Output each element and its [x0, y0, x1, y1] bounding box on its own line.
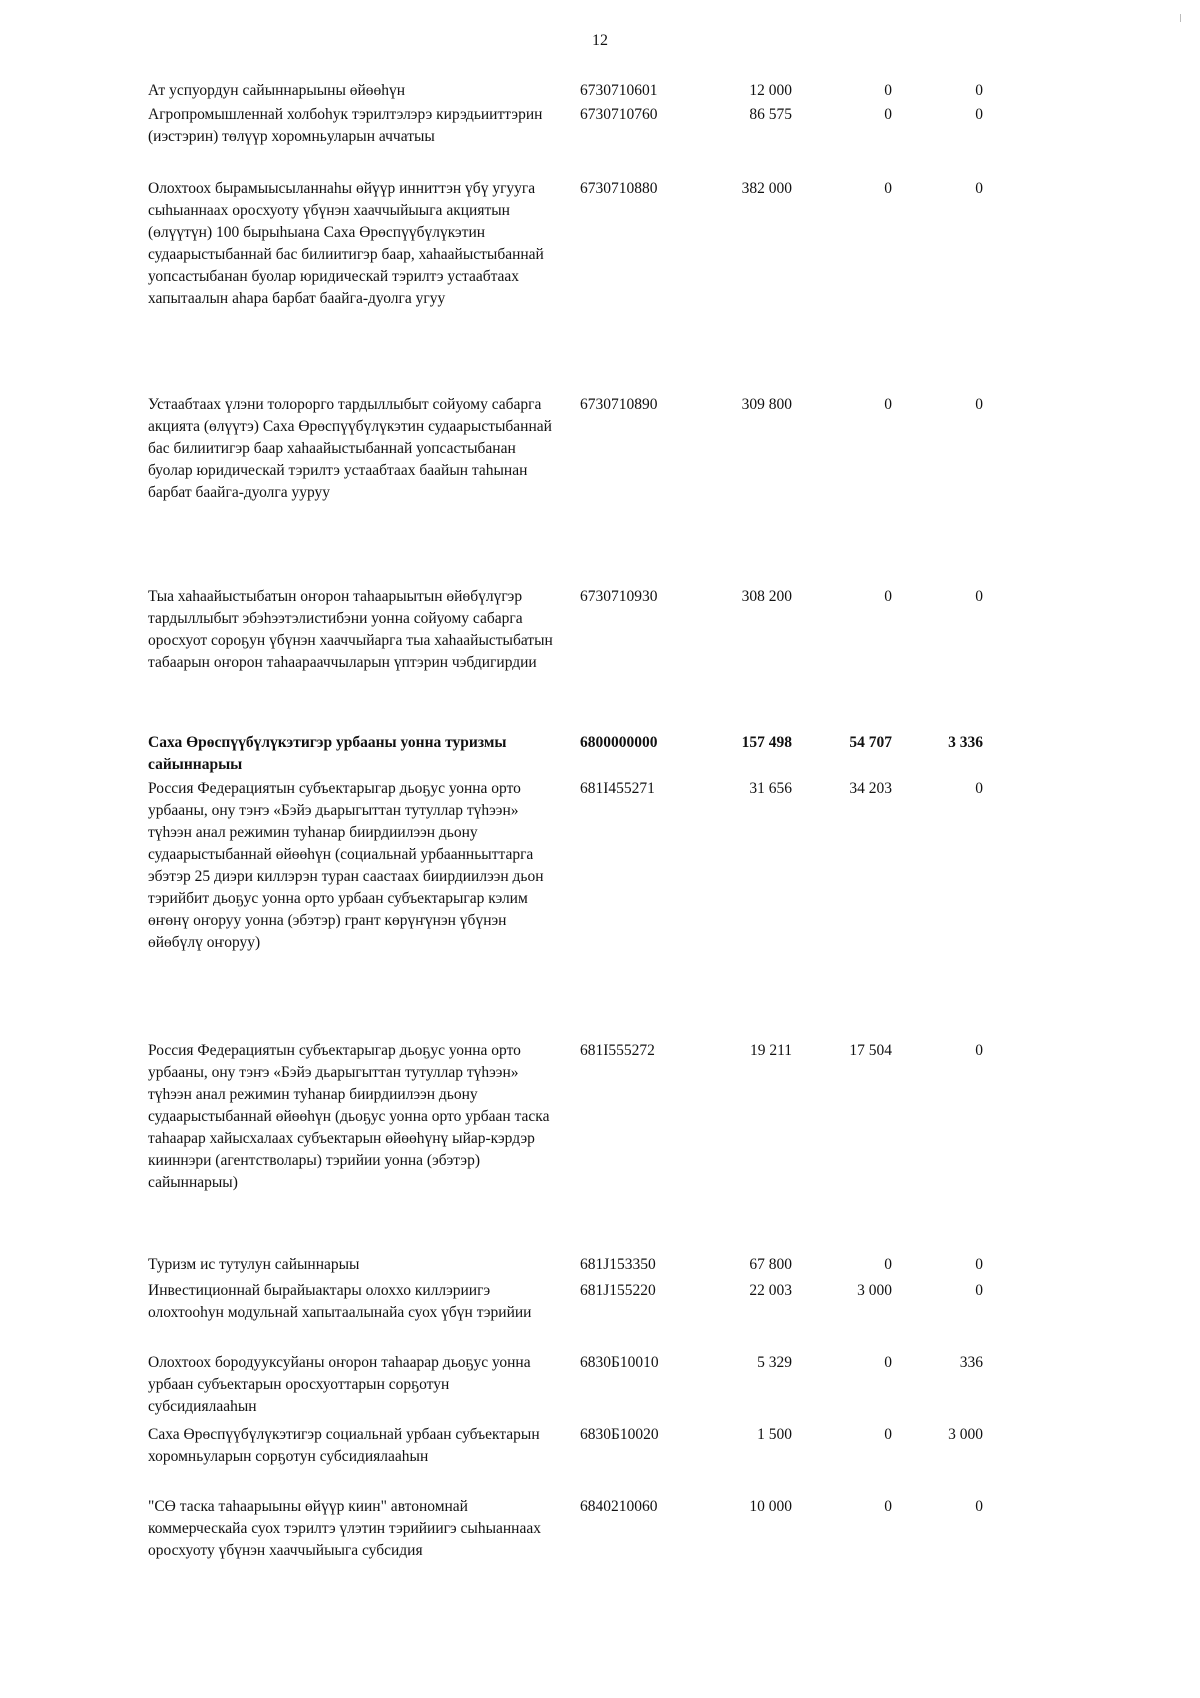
- row-value-1: 22 003: [749, 1282, 792, 1299]
- row-code: 6830Б10020: [580, 1426, 659, 1443]
- row-value-3: 0: [975, 1282, 983, 1299]
- row-value-3: 336: [959, 1354, 983, 1371]
- row-code: 6830Б10010: [580, 1354, 659, 1371]
- row-name: Саха Өрөспүүбүлүкэтигэр социальнай урбаан субъектарын хоромньуларын сорҕотун субсидиялааһын: [148, 1426, 540, 1465]
- row-value-3: 0: [975, 82, 983, 99]
- row-value-2: 0: [884, 1426, 892, 1443]
- row-name: Инвестиционнай бырайыактары олоххо киллэриигэ олохтооһун модульнай хапытаалынайа суох үбүн тэрийии: [148, 1282, 532, 1321]
- row-value-1: 308 200: [741, 588, 792, 605]
- row-value-3: 0: [975, 1498, 983, 1515]
- row-value-2: 0: [884, 106, 892, 123]
- row-value-2: 34 203: [849, 780, 892, 797]
- row-code: 681I455271: [580, 780, 655, 797]
- row-value-3: 0: [975, 106, 983, 123]
- row-value-2: 0: [884, 1354, 892, 1371]
- row-value-3: 0: [975, 396, 983, 413]
- row-value-2: 0: [884, 396, 892, 413]
- row-value-2: 3 000: [857, 1282, 892, 1299]
- row-code: 6730710760: [580, 106, 658, 123]
- row-name: Олохтоох бородууксуйаны оҥорон таһаарар дьоҕус уонна урбаан субъектарын оросхуоттарын сорҕотун субсидиялааһын: [148, 1354, 531, 1415]
- row-value-1: 86 575: [749, 106, 792, 123]
- row-name: Устаабтаах үлэни толорорго тардыллыбыт сойуому сабарга акцията (өлүүтэ) Саха Өрөспүүбүлүкэтин судаарыстыбаннай бас билиитигэр баар хаһаайыстыбаннай уопсастыбанан буолар юридическай тэрилтэ устаабтаах баайын таһынан барбат баайга-дуолга ууруу: [148, 396, 552, 501]
- row-name: Россия Федерациятын субъектарыгар дьоҕус уонна орто урбааны, ону тэҥэ «Бэйэ дьарыгыттан тутуллар түһээн» түһээн анал режимин туһанар биирдиилээн дьону судаарыстыбаннай өйөөһүн (дьоҕус уонна орто урбаан таска таһаарар хайысхалаах субъектарын өйөөһүнү ыйар-кэрдэр кииннэри (агентстволары) тэрийии уонна (эбэтэр) сайыннарыы): [148, 1042, 550, 1191]
- row-value-3: 0: [975, 1042, 983, 1059]
- row-value-2: 0: [884, 180, 892, 197]
- row-name: Саха Өрөспүүбүлүкэтигэр урбааны уонна туризмы сайыннарыы: [148, 734, 507, 773]
- row-code: 6730710930: [580, 588, 658, 605]
- row-value-1: 382 000: [741, 180, 792, 197]
- row-value-1: 10 000: [749, 1498, 792, 1515]
- row-code: 6800000000: [580, 734, 658, 751]
- row-value-3: 0: [975, 180, 983, 197]
- row-code: 681J155220: [580, 1282, 656, 1299]
- row-value-2: 17 504: [849, 1042, 892, 1059]
- row-value-3: 0: [975, 1256, 983, 1273]
- row-value-1: 31 656: [749, 780, 792, 797]
- scan-edge-mark: [1180, 14, 1181, 22]
- row-value-2: 0: [884, 588, 892, 605]
- row-name: "СӨ таска таһаарыыны өйүүр киин" автономнай коммерческайа суох тэрилтэ үлэтин тэрийиигэ сыһыаннаах оросхуоту үбүнэн хааччыйыыга субсидия: [148, 1498, 541, 1559]
- row-value-2: 0: [884, 1498, 892, 1515]
- row-name: Олохтоох бырамыысыланнаһы өйүүр инниттэн үбү угууга сыһыаннаах оросхуоту үбүнэн хааччыйыыга акциятын (өлүүтүн) 100 бырыһыана Саха Өрөспүүбүлүкэтин судаарыстыбаннай бас билиитигэр баар, хаһаайыстыбаннай уопсастыбанан буолар юридическай тэрилтэ устаабтаах хапытаалын аһара барбат баайга-дуолга угуу: [148, 180, 544, 307]
- row-value-1: 12 000: [749, 82, 792, 99]
- row-value-1: 19 211: [749, 1042, 792, 1059]
- row-value-2: 54 707: [849, 734, 892, 751]
- row-name: Агропромышленнай холбоһук тэрилтэлэрэ кирэдьииттэрин (иэстэрин) төлүүр хоромньуларын аччатыы: [148, 106, 543, 145]
- row-value-2: 0: [884, 1256, 892, 1273]
- row-value-2: 0: [884, 82, 892, 99]
- row-value-1: 1 500: [757, 1426, 792, 1443]
- row-value-1: 5 329: [757, 1354, 792, 1371]
- row-code: 6730710890: [580, 396, 658, 413]
- row-code: 6730710880: [580, 180, 658, 197]
- row-value-3: 3 000: [948, 1426, 983, 1443]
- row-value-3: 0: [975, 780, 983, 797]
- row-value-3: 3 336: [948, 734, 983, 751]
- row-code: 681I555272: [580, 1042, 655, 1059]
- row-value-1: 309 800: [741, 396, 792, 413]
- row-value-1: 67 800: [749, 1256, 792, 1273]
- row-code: 681J153350: [580, 1256, 656, 1273]
- row-name: Туризм ис тутулун сайыннарыы: [148, 1256, 360, 1273]
- row-name: Ат успуордун сайыннарыыны өйөөһүн: [148, 82, 406, 99]
- page-number: 12: [592, 32, 608, 49]
- row-code: 6840210060: [580, 1498, 658, 1515]
- row-code: 6730710601: [580, 82, 658, 99]
- row-name: Россия Федерациятын субъектарыгар дьоҕус уонна орто урбааны, ону тэҥэ «Бэйэ дьарыгыттан тутуллар түһээн» түһээн анал режимин туһанар биирдиилээн дьону судаарыстыбаннай өйөөһүн (социальнай урбаанньыттарга эбэтэр 25 диэри киллэрэн туран саастаах биирдиилээн дьон тэрийбит дьоҕус уонна орто урбаан субъектарыгар кэлим өҥөнү оҥоруу уонна (эбэтэр) грант көрүҥүнэн үбүнэн өйөбүлү оҥоруу): [148, 780, 544, 951]
- row-name: Тыа хаһаайыстыбатын оҥорон таһаарыытын өйөбүлүгэр тардыллыбыт эбэһээтэлистибэни уонна сойуому сабарга оросхуот сороҕун үбүнэн хааччыйарга тыа хаһаайыстыбатын табаарын оҥорон таһаарааччыларын үптэрин чэбдигирдии: [148, 588, 553, 671]
- row-value-3: 0: [975, 588, 983, 605]
- row-value-1: 157 498: [741, 734, 792, 751]
